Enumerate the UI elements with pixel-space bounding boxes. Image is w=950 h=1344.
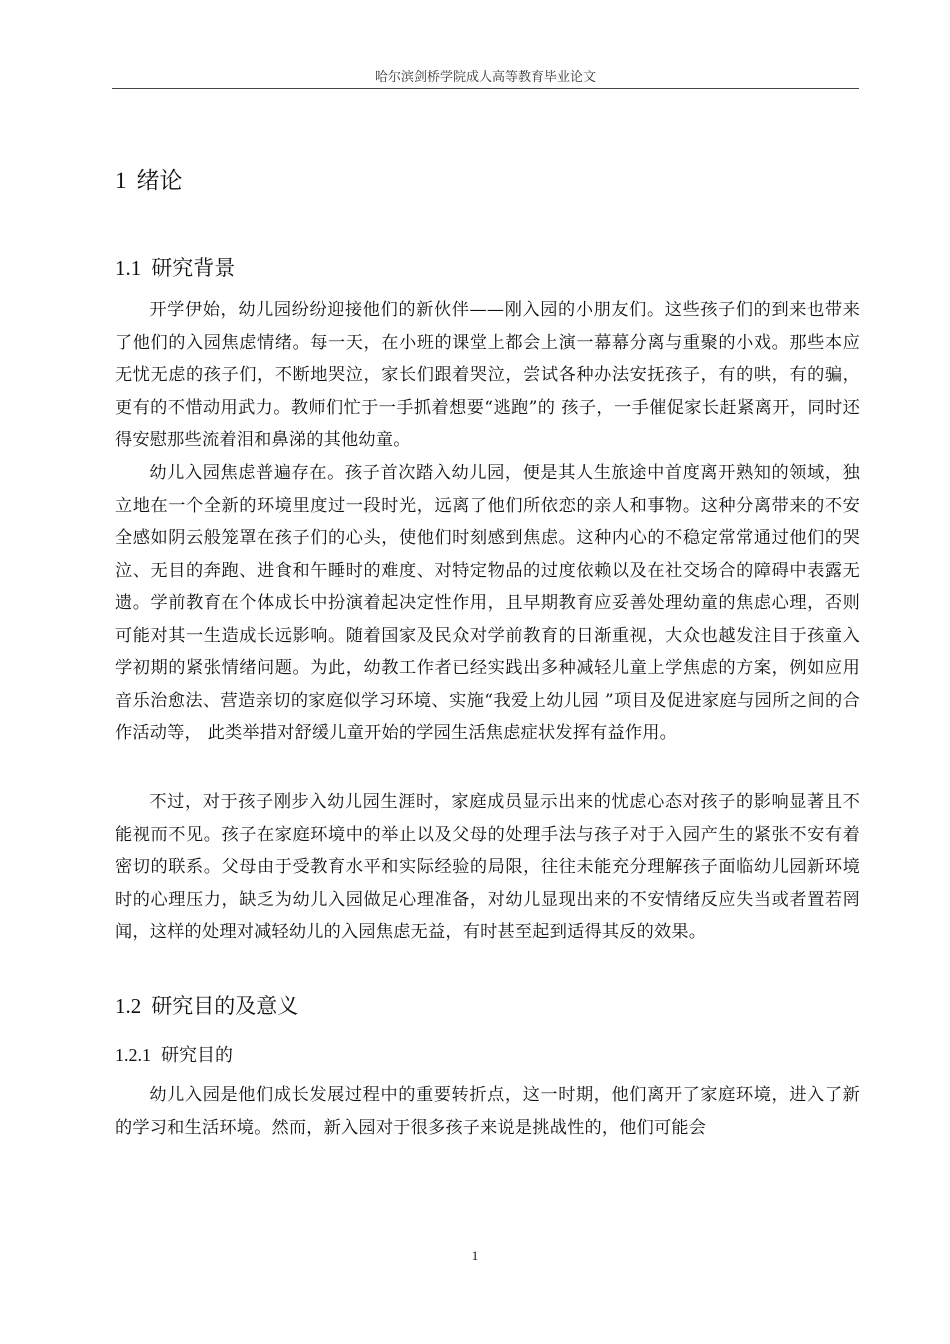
section-heading-1-1 [115, 252, 235, 282]
chapter-title: 绪论 [136, 168, 183, 194]
subsection-heading-1-2-1 [115, 1041, 233, 1067]
running-header: 哈尔滨剑桥学院成人高等教育毕业论文 [374, 70, 596, 85]
section-title: 研究目的及意义 [151, 994, 299, 1018]
paragraph-purpose-1: 幼儿入园是他们成长发展过程中的重要转折点，这一时期，他们离开了家庭环境，进入了新的学习和生活环境。然而，新入园对于很多孩子来说是挑战性的，他们可能会 [115, 1085, 860, 1138]
chapter-number: 1 [115, 168, 127, 193]
section-heading-1-2 [115, 990, 298, 1020]
paragraph-background-1: 开学伊始，幼儿园纷纷迎接他们的新伙伴——刚入园的小朋友们。这些孩子们的到来也带来了他们的入园焦虑情绪。每一天，在小班的课堂上都会上演一幕幕分离与重聚的小戏。那些本应无忧无虑的孩子们，不断地哭泣，家长们跟着哭泣，尝试各种办法安抚孩子，有的哄，有的骗，更有的不惜动用武力。教师们忙于一手抓着想要“逃跑”的 孩子，一手催促家长赶紧离开，同时还得安慰那些流着泪和鼻涕的其他幼童。 [115, 300, 860, 450]
chapter-heading [115, 162, 183, 195]
paragraph-background-2: 幼儿入园焦虑普遍存在。孩子首次踏入幼儿园，便是其人生旅途中首度离开熟知的领域，独立地在一个全新的环境里度过一段时光，远离了他们所依恋的亲人和事物。这种分离带来的不安全感如阴云般笼罩在孩子们的心头，使他们时刻感到焦虑。这种内心的不稳定常常通过他们的哭泣、无目的奔跑、进食和午睡时的难度、对特定物品的过度依赖以及在社交场合的障碍中表露无遗。学前教育在个体成长中扮演着起决定性作用，且早期教育应妥善处理幼童的焦虑心理，否则可能对其一生造成长远影响。随着国家及民众对学前教育的日渐重视，大众也越发注目于孩童入学初期的紧张情绪问题。为此，幼教工作者已经实践出多种减轻儿童上学焦虑的方案，例如应用音乐治愈法、营造亲切的家庭似学习环境、实施“我爱上幼儿园 ”项目及促进家庭与园所之间的合作活动等， 此类举措对舒缓儿童开始的学园生活焦虑症状发挥有益作用。 [115, 463, 860, 743]
section-number: 1.1 [115, 256, 142, 280]
subsection-title: 研究目的 [161, 1045, 233, 1066]
paragraph-background-3: 不过，对于孩子刚步入幼儿园生涯时，家庭成员显示出来的忧虑心态对孩子的影响显著且不能视而不见。孩子在家庭环境中的举止以及父母的处理手法与孩子对于入园产生的紧张不安有着密切的联系。父母由于受教育水平和实际经验的局限，往往未能充分理解孩子面临幼儿园新环境时的心理压力，缺乏为幼儿入园做足心理准备，对幼儿显现出来的不安情绪反应失当或者置若罔闻，这样的处理对减轻幼儿的入园焦虑无益，有时甚至起到适得其反的效果。 [115, 792, 860, 942]
section-title: 研究背景 [151, 256, 236, 280]
header-rule [112, 88, 859, 89]
subsection-number: 1.2.1 [115, 1045, 151, 1065]
section-number: 1.2 [115, 994, 142, 1018]
page-number: 1 [471, 1248, 479, 1263]
